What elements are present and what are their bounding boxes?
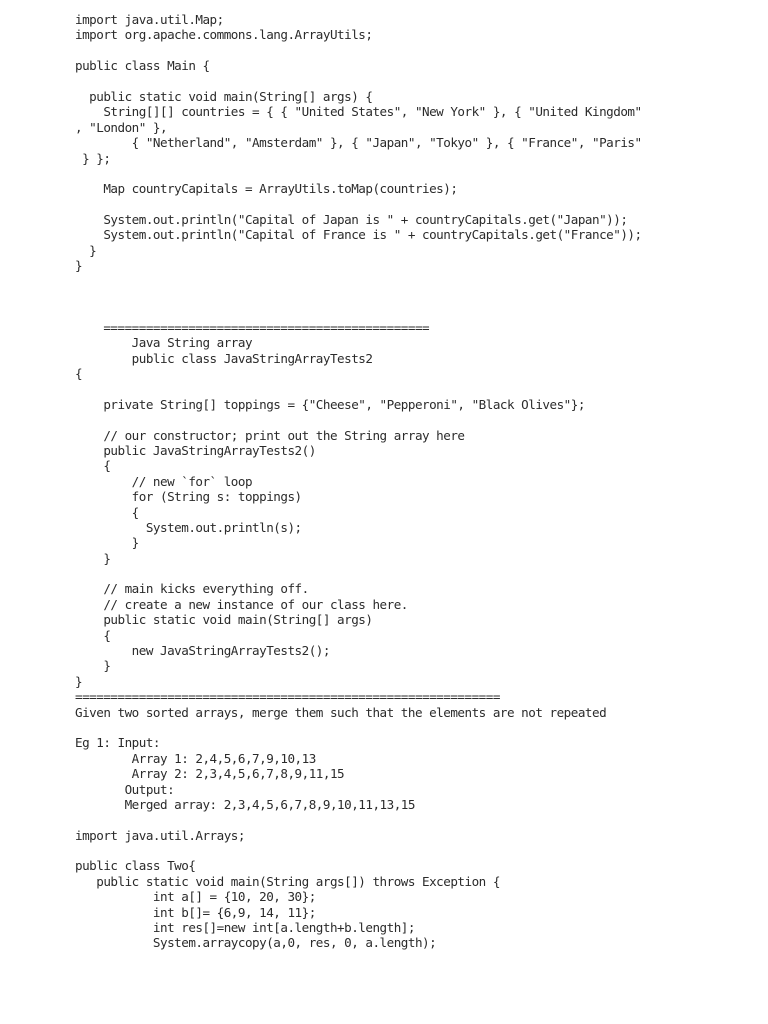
code-line [75, 304, 755, 319]
code-line: } [75, 658, 111, 674]
code-line: { "Netherland", "Amsterdam" }, { "Japan", "Tokyo" }, { "France", "Paris" [75, 135, 642, 151]
code-line: for (String s: toppings) [75, 489, 302, 505]
code-line: Array 1: 2,4,5,6,7,9,10,13 [75, 750, 316, 766]
code-line [75, 843, 755, 858]
code-line: import java.util.Map; [75, 12, 224, 27]
code-line: , "London" }, [75, 119, 168, 135]
code-listing [75, 12, 755, 951]
code-line: System.out.println(s); [75, 519, 302, 535]
code-line: int b[]= {6,9, 14, 11}; [75, 904, 316, 920]
code-line: Java String array [75, 335, 253, 351]
code-line: String[][] countries = { { "United States", "New York" }, { "United Kingdom" [75, 104, 642, 120]
code-line: { [75, 504, 139, 520]
code-line [75, 720, 755, 735]
code-line: // our constructor; print out the String array here [75, 427, 465, 443]
code-line: { [75, 458, 111, 474]
code-line: System.arraycopy(a,0, res, 0, a.length); [75, 935, 437, 951]
code-line: private String[] toppings = {"Cheese", "Pepperoni", "Black Olives"}; [75, 396, 585, 412]
code-line [75, 197, 755, 212]
code-line: ============================================================ [75, 689, 500, 705]
code-line [75, 274, 755, 289]
code-line: Array 2: 2,3,4,5,6,7,8,9,11,15 [75, 766, 345, 782]
code-line [75, 43, 755, 58]
code-line [75, 381, 755, 396]
code-line: } [75, 242, 97, 258]
code-line: { [75, 365, 83, 381]
code-line: Given two sorted arrays, merge them such that the elements are not repeated [75, 704, 607, 720]
code-line: } [75, 258, 83, 274]
code-line: System.out.println("Capital of Japan is " + countryCapitals.get("Japan")); [75, 212, 628, 228]
code-line [75, 74, 755, 89]
code-line: // create a new instance of our class here. [75, 596, 408, 612]
code-line: import org.apache.commons.lang.ArrayUtils; [75, 27, 373, 43]
code-line [75, 289, 755, 304]
code-line: // main kicks everything off. [75, 581, 309, 597]
code-line: public static void main(String[] args) [75, 612, 373, 628]
code-line: } [75, 535, 139, 551]
code-line: public static void main(String[] args) { [75, 88, 373, 104]
code-line: } [75, 550, 111, 566]
code-line [75, 566, 755, 581]
code-line: int res[]=new int[a.length+b.length]; [75, 920, 415, 936]
code-line [75, 812, 755, 827]
code-line: Output: [75, 781, 175, 797]
code-line: { [75, 627, 111, 643]
code-line: public JavaStringArrayTests2() [75, 442, 316, 458]
code-line [75, 412, 755, 427]
code-line: public class JavaStringArrayTests2 [75, 350, 373, 366]
code-line: } }; [75, 150, 111, 166]
code-line: System.out.println("Capital of France is " + countryCapitals.get("France")); [75, 227, 642, 243]
code-line: import java.util.Arrays; [75, 827, 245, 843]
code-line: Map countryCapitals = ArrayUtils.toMap(countries); [75, 181, 458, 197]
code-line: public static void main(String args[]) throws Exception { [75, 873, 500, 889]
code-line: public class Two{ [75, 858, 196, 874]
code-line: int a[] = {10, 20, 30}; [75, 889, 316, 905]
code-line: public class Main { [75, 58, 210, 74]
code-line [75, 166, 755, 181]
code-line: // new `for` loop [75, 473, 253, 489]
code-line: ============================================== [75, 319, 430, 335]
code-line: Eg 1: Input: [75, 735, 160, 751]
code-line: } [75, 673, 83, 689]
code-line: Merged array: 2,3,4,5,6,7,8,9,10,11,13,15 [75, 796, 415, 812]
code-line: new JavaStringArrayTests2(); [75, 643, 330, 659]
